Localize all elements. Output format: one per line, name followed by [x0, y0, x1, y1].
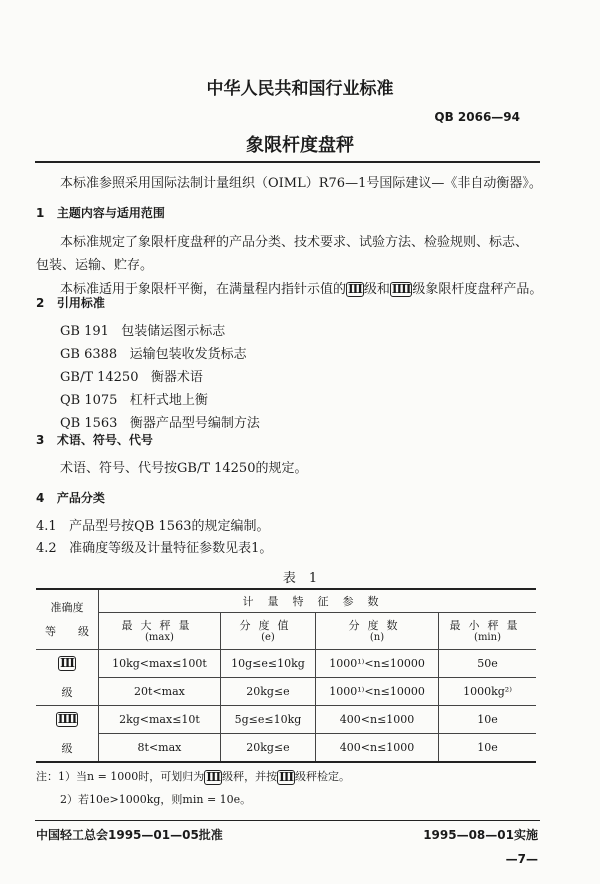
table-cell: 20kg≤e: [220, 734, 315, 763]
grade-iii-symbol: III: [206, 769, 221, 784]
table-row: [36, 650, 536, 678]
item-4-2: 4.2 准确度等级及计量特征参数见表1。: [36, 541, 273, 556]
column-header: 最小秤量 (min): [439, 613, 536, 650]
approval-date: 中国轻工总会1995—01—05批准: [36, 828, 223, 842]
table-cell: 10g≤e≤10kg: [220, 650, 315, 678]
reference-item: QB 1563 衡器产品型号编制方法: [60, 416, 260, 431]
table-cell: 10e: [439, 706, 536, 734]
column-header: 最大秤量 (max): [99, 613, 221, 650]
title-rule: [35, 161, 540, 163]
section-3-heading: 3 术语、符号、代号: [36, 433, 153, 447]
grade-iii-symbol: III: [348, 282, 362, 296]
grade-symbol: IIII: [57, 711, 77, 726]
doc-title: 象限杆度盘秤: [246, 135, 354, 156]
reference-item: QB 1075 杠杆式地上衡: [60, 393, 208, 408]
grade-cell: III 级: [36, 650, 99, 706]
table-cell: 2kg<max≤10t: [99, 706, 221, 734]
table-cell: 20kg≤e: [220, 678, 315, 706]
note-2: 2）若10e>1000kg，则min = 10e。: [60, 793, 252, 806]
table-cell: 8t<max: [99, 734, 221, 763]
org-title: 中华人民共和国行业标准: [206, 79, 394, 99]
reference-item: GB 6388 运输包装收发货标志: [60, 347, 247, 362]
table-cell: 10kg<max≤100t: [99, 650, 221, 678]
section-4-heading: 4 产品分类: [36, 491, 105, 505]
grade-symbol: III: [60, 655, 74, 670]
grade-iii-symbol: III: [279, 769, 293, 784]
section-1-p1: 本标准规定了象限杆度盘秤的产品分类、技术要求、试验方法、检验规则、标志、: [60, 235, 529, 250]
table-cell: 50e: [439, 650, 536, 678]
reference-item: GB/T 14250 衡器术语: [60, 370, 203, 385]
section-1-heading: 1 主题内容与适用范围: [36, 206, 165, 220]
column-header: 分度值 (e): [220, 613, 315, 650]
table-row: [36, 734, 536, 763]
item-4-1: 4.1 产品型号按QB 1563的规定编制。: [36, 519, 270, 534]
intro-text: 本标准参照采用国际法制计量组织（OIML）R76—1号国际建议—《非自动衡器》。: [60, 176, 542, 191]
section-2-heading: 2 引用标准: [36, 296, 105, 310]
table-cell: 400<n≤1000: [316, 706, 439, 734]
column-header: 分度数 (n): [316, 613, 439, 650]
table-cell: 1000kg²⁾: [439, 678, 536, 706]
table-cell: 1000¹⁾<n≤10000: [316, 678, 439, 706]
effective-date: 1995—08—01实施: [423, 828, 538, 842]
table-caption: 表 1: [282, 571, 318, 586]
table-cell: 20t<max: [99, 678, 221, 706]
footer-rule: [35, 820, 540, 821]
section-1-p2: 本标准适用于象限杆平衡，在满量程内指针示值的 III 级和 IIII 级象限杆度盘秤产品。: [60, 282, 543, 297]
table-cell: 5g≤e≤10kg: [220, 706, 315, 734]
group-header: 计量特征参数: [99, 589, 537, 613]
parameter-table: [36, 588, 536, 763]
table-row: [36, 678, 536, 706]
table-cell: 400<n≤1000: [316, 734, 439, 763]
table-row: [36, 706, 536, 734]
table-cell: 10e: [439, 734, 536, 763]
reference-item: GB 191 包装储运图示标志: [60, 324, 226, 339]
grade-iiii-symbol: IIII: [391, 282, 411, 296]
section-1-p1-cont: 包装、运输、贮存。: [36, 258, 154, 273]
page-number: —7—: [505, 852, 538, 866]
note-1: 注：1）当n = 1000时，可划归为 III 级秤，并按 III 级秤检定。: [36, 769, 350, 784]
grade-header: 准确度 等 级: [36, 589, 99, 650]
standard-code: QB 2066—94: [434, 110, 520, 124]
section-3-body: 术语、符号、代号按GB/T 14250的规定。: [60, 461, 308, 476]
table-cell: 1000¹⁾<n≤10000: [316, 650, 439, 678]
grade-cell: IIII 级: [36, 706, 99, 763]
